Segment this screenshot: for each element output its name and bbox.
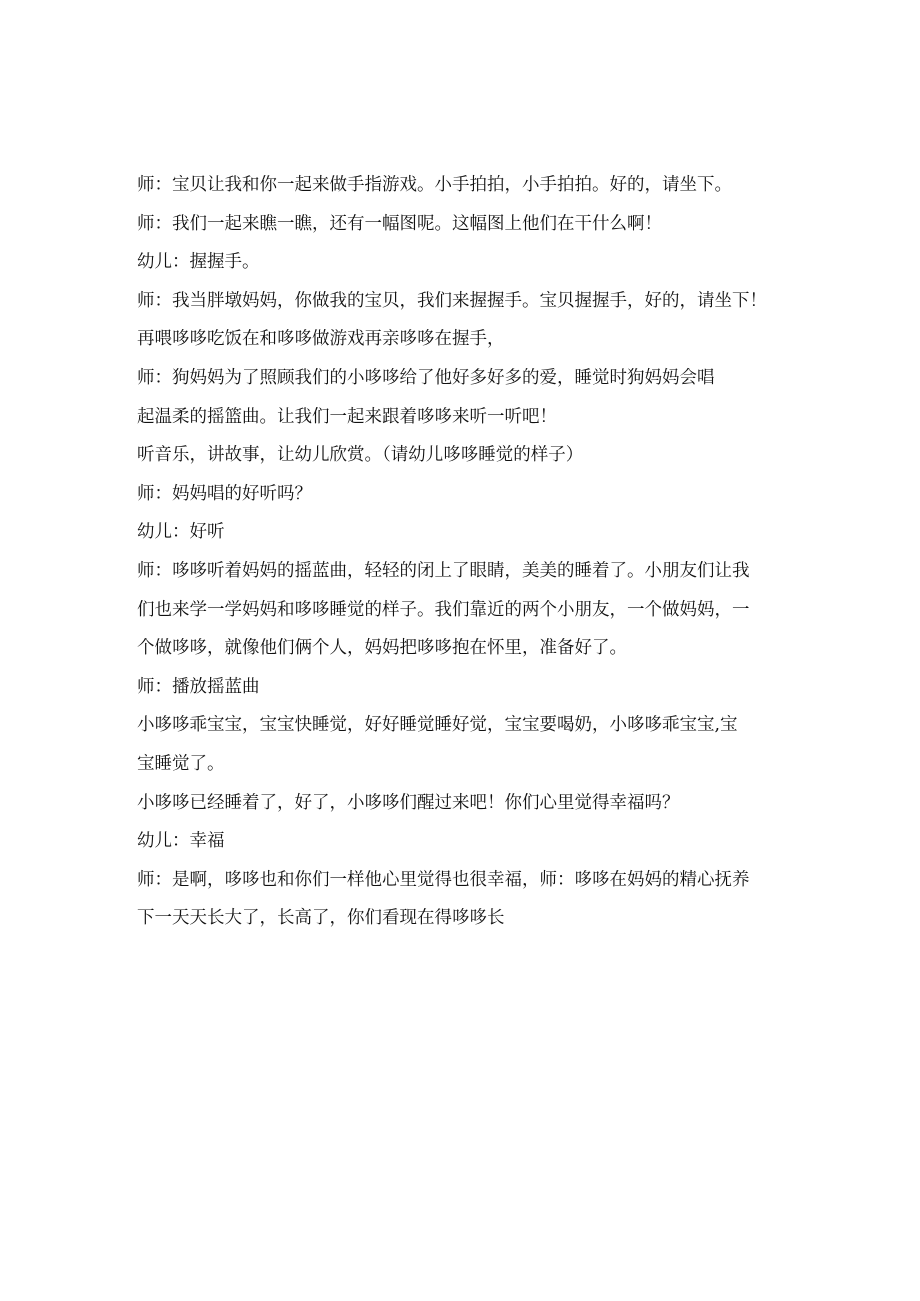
text-line: 师：我们一起来瞧一瞧，还有一幅图呢。这幅图上他们在干什么啊！: [137, 213, 662, 234]
text-line: 个做哆哆，就像他们俩个人，妈妈把哆哆抱在怀里，准备好了。: [137, 638, 627, 659]
text-line: 师：播放摇蓝曲: [137, 676, 260, 697]
text-line: 小哆哆已经睡着了，好了，小哆哆们醒过来吧！你们心里觉得幸福吗？: [137, 792, 680, 813]
text-line: 下一天天长大了，长高了，你们看现在得哆哆长: [137, 908, 505, 929]
text-line: 幼儿：好听: [137, 522, 225, 543]
text-line: 幼儿：幸福: [137, 831, 225, 852]
text-line: 再喂哆哆吃饭在和哆哆做游戏再亲哆哆在握手，: [137, 329, 505, 350]
text-line: 幼儿：握握手。: [137, 252, 260, 273]
text-line: 宝睡觉了。: [137, 753, 225, 774]
text-line: 小哆哆乖宝宝，宝宝快睡觉，好好睡觉睡好觉，宝宝要喝奶，小哆哆乖宝宝,宝: [137, 715, 738, 736]
text-line: 起温柔的摇篮曲。让我们一起来跟着哆哆来听一听吧！: [137, 406, 557, 427]
text-line: 师：狗妈妈为了照顾我们的小哆哆给了他好多好多的爱，睡觉时狗妈妈会唱: [137, 367, 715, 388]
text-line: 师：妈妈唱的好听吗？: [137, 483, 312, 504]
text-line: 们也来学一学妈妈和哆哆睡觉的样子。我们靠近的两个小朋友，一个做妈妈，一: [137, 599, 750, 620]
text-line: 师：宝贝让我和你一起来做手指游戏。小手拍拍，小手拍拍。好的，请坐下。: [137, 175, 732, 195]
text-line: 师：我当胖墩妈妈，你做我的宝贝，我们来握握手。宝贝握握手，好的，请坐下！: [137, 290, 767, 311]
text-line: 师：是啊，哆哆也和你们一样他心里觉得也很幸福，师：哆哆在妈妈的精心抚养: [137, 869, 750, 890]
document-body: [137, 166, 797, 938]
text-line: 听音乐，讲故事，让幼儿欣赏。（请幼儿哆哆睡觉的样子）: [137, 445, 584, 466]
text-line: 师：哆哆听着妈妈的摇蓝曲，轻轻的闭上了眼睛，美美的睡着了。小朋友们让我: [137, 560, 750, 581]
